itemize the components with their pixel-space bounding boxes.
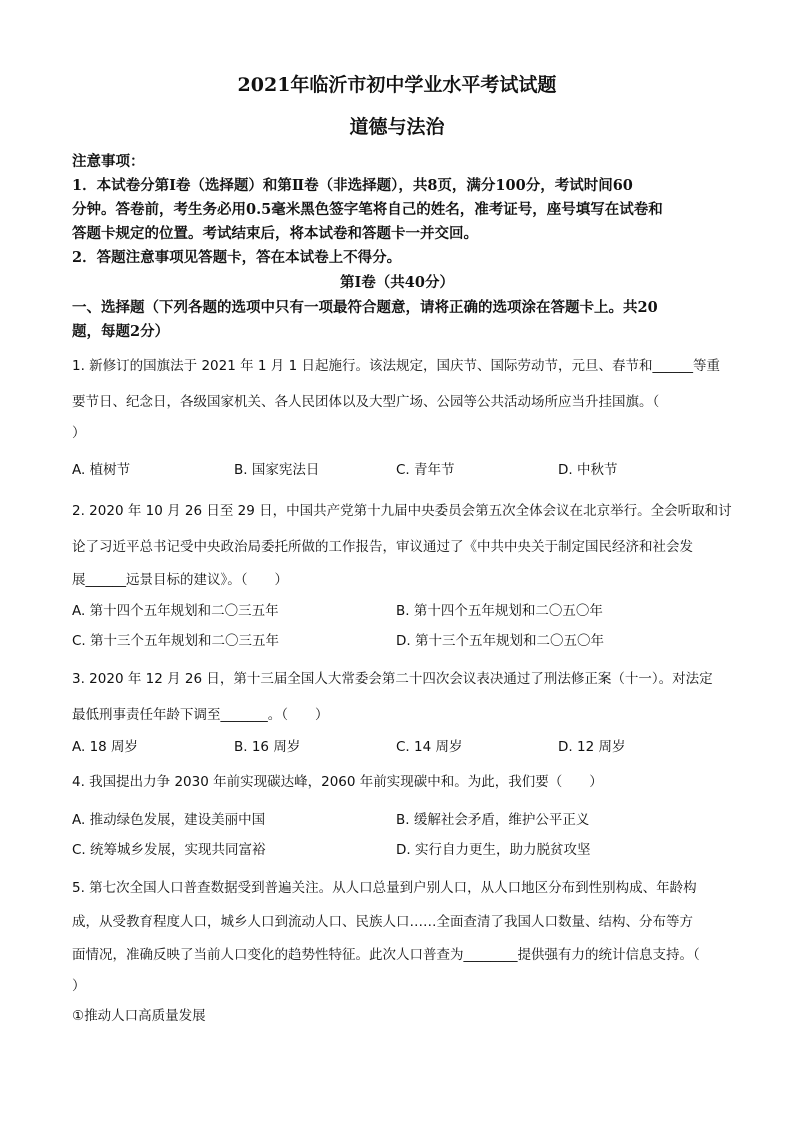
question-5-text: ） — [72, 978, 86, 994]
question-4-option-d[interactable]: D. 实行自力更生，助力脱贫攻坚 — [396, 842, 591, 858]
question-2-option-d[interactable]: D. 第十三个五年规划和二〇五〇年 — [396, 633, 604, 649]
question-3-text: 3. 2020 年 12 月 26 日，第十三届全国人大常委会第二十四次会议表决通过了刑法修正案（十一）。对法定 — [72, 671, 713, 687]
question-4-option-b[interactable]: B. 缓解社会矛盾，维护公平正义 — [396, 812, 590, 828]
notice-line: 2．答题注意事项见答题卡，答在本试卷上不得分。 — [72, 249, 402, 266]
question-3-text: 最低刑事责任年龄下调至_______。（ ） — [72, 707, 329, 723]
question-2-option-a[interactable]: A. 第十四个五年规划和二〇三五年 — [72, 603, 279, 619]
subject-title: 道德与法治 — [349, 116, 445, 138]
question-5-text: 面情况，准确反映了当前人口变化的趋势性特征。此次人口普查为________提供强有力的统计信息支持。（ — [72, 947, 700, 963]
question-3-option-c[interactable]: C. 14 周岁 — [396, 739, 463, 755]
question-4-option-a[interactable]: A. 推动绿色发展，建设美丽中国 — [72, 812, 266, 828]
question-2-text: 2. 2020 年 10 月 26 日至 29 日，中国共产党第十九届中央委员会第五次全体会议在北京举行。全会听取和讨 — [72, 503, 732, 519]
question-5-text: 成，从受教育程度人口，城乡人口到流动人口、民族人口……全面查清了我国人口数量、结构、分布等方 — [72, 914, 693, 930]
section-title: 第Ⅰ卷（共40分） — [340, 274, 454, 291]
question-1-option-b[interactable]: B. 国家宪法日 — [234, 462, 320, 478]
question-5-text: 5. 第七次全国人口普查数据受到普遍关注。从人口总量到户别人口，从人口地区分布到性别构成、年龄构 — [72, 880, 697, 896]
question-4-option-c[interactable]: C. 统筹城乡发展，实现共同富裕 — [72, 842, 266, 858]
question-3-option-a[interactable]: A. 18 周岁 — [72, 739, 139, 755]
question-1-option-d[interactable]: D. 中秋节 — [558, 462, 618, 478]
question-2-text: 论了习近平总书记受中央政治局委托所做的工作报告，审议通过了《中共中央关于制定国民经济和社会发 — [72, 539, 693, 555]
question-1-option-c[interactable]: C. 青年节 — [396, 462, 455, 478]
question-1-text: ） — [72, 425, 86, 441]
notice-line: 答题卡规定的位置。考试结束后，将本试卷和答题卡一并交回。 — [72, 225, 478, 242]
notice-line: 分钟。答卷前，考生务必用0.5毫米黑色签字笔将自己的姓名，准考证号，座号填写在试卷和 — [72, 201, 663, 218]
question-1-text: 1. 新修订的国旗法于 2021 年 1 月 1 日起施行。该法规定，国庆节、国际劳动节，元旦、春节和______等重 — [72, 358, 720, 374]
question-2-option-b[interactable]: B. 第十四个五年规划和二〇五〇年 — [396, 603, 603, 619]
section-instructions: 一、选择题（下列各题的选项中只有一项最符合题意，请将正确的选项涂在答题卡上。共20 — [72, 299, 658, 316]
question-2-text: 展______远景目标的建议》。（ ） — [72, 572, 288, 588]
question-3-option-d[interactable]: D. 12 周岁 — [558, 739, 626, 755]
exam-title: 2021年临沂市初中学业水平考试试题 — [237, 74, 557, 96]
question-3-option-b[interactable]: B. 16 周岁 — [234, 739, 301, 755]
question-1-option-a[interactable]: A. 植树节 — [72, 462, 131, 478]
section-instructions: 题，每题2分） — [72, 323, 170, 340]
question-5-statement-1: ①推动人口高质量发展 — [72, 1008, 206, 1024]
question-1-text: 要节日、纪念日，各级国家机关、各人民团体以及大型广场、公园等公共活动场所应当升挂国旗。（ — [72, 394, 660, 410]
question-2-option-c[interactable]: C. 第十三个五年规划和二〇三五年 — [72, 633, 280, 649]
notice-heading: 注意事项： — [72, 153, 145, 170]
notice-line: 1．本试卷分第Ⅰ卷（选择题）和第Ⅱ卷（非选择题），共8页，满分100分，考试时间60 — [72, 177, 633, 194]
question-4-text: 4. 我国提出力争 2030 年前实现碳达峰，2060 年前实现碳中和。为此，我们要（ ） — [72, 774, 603, 790]
